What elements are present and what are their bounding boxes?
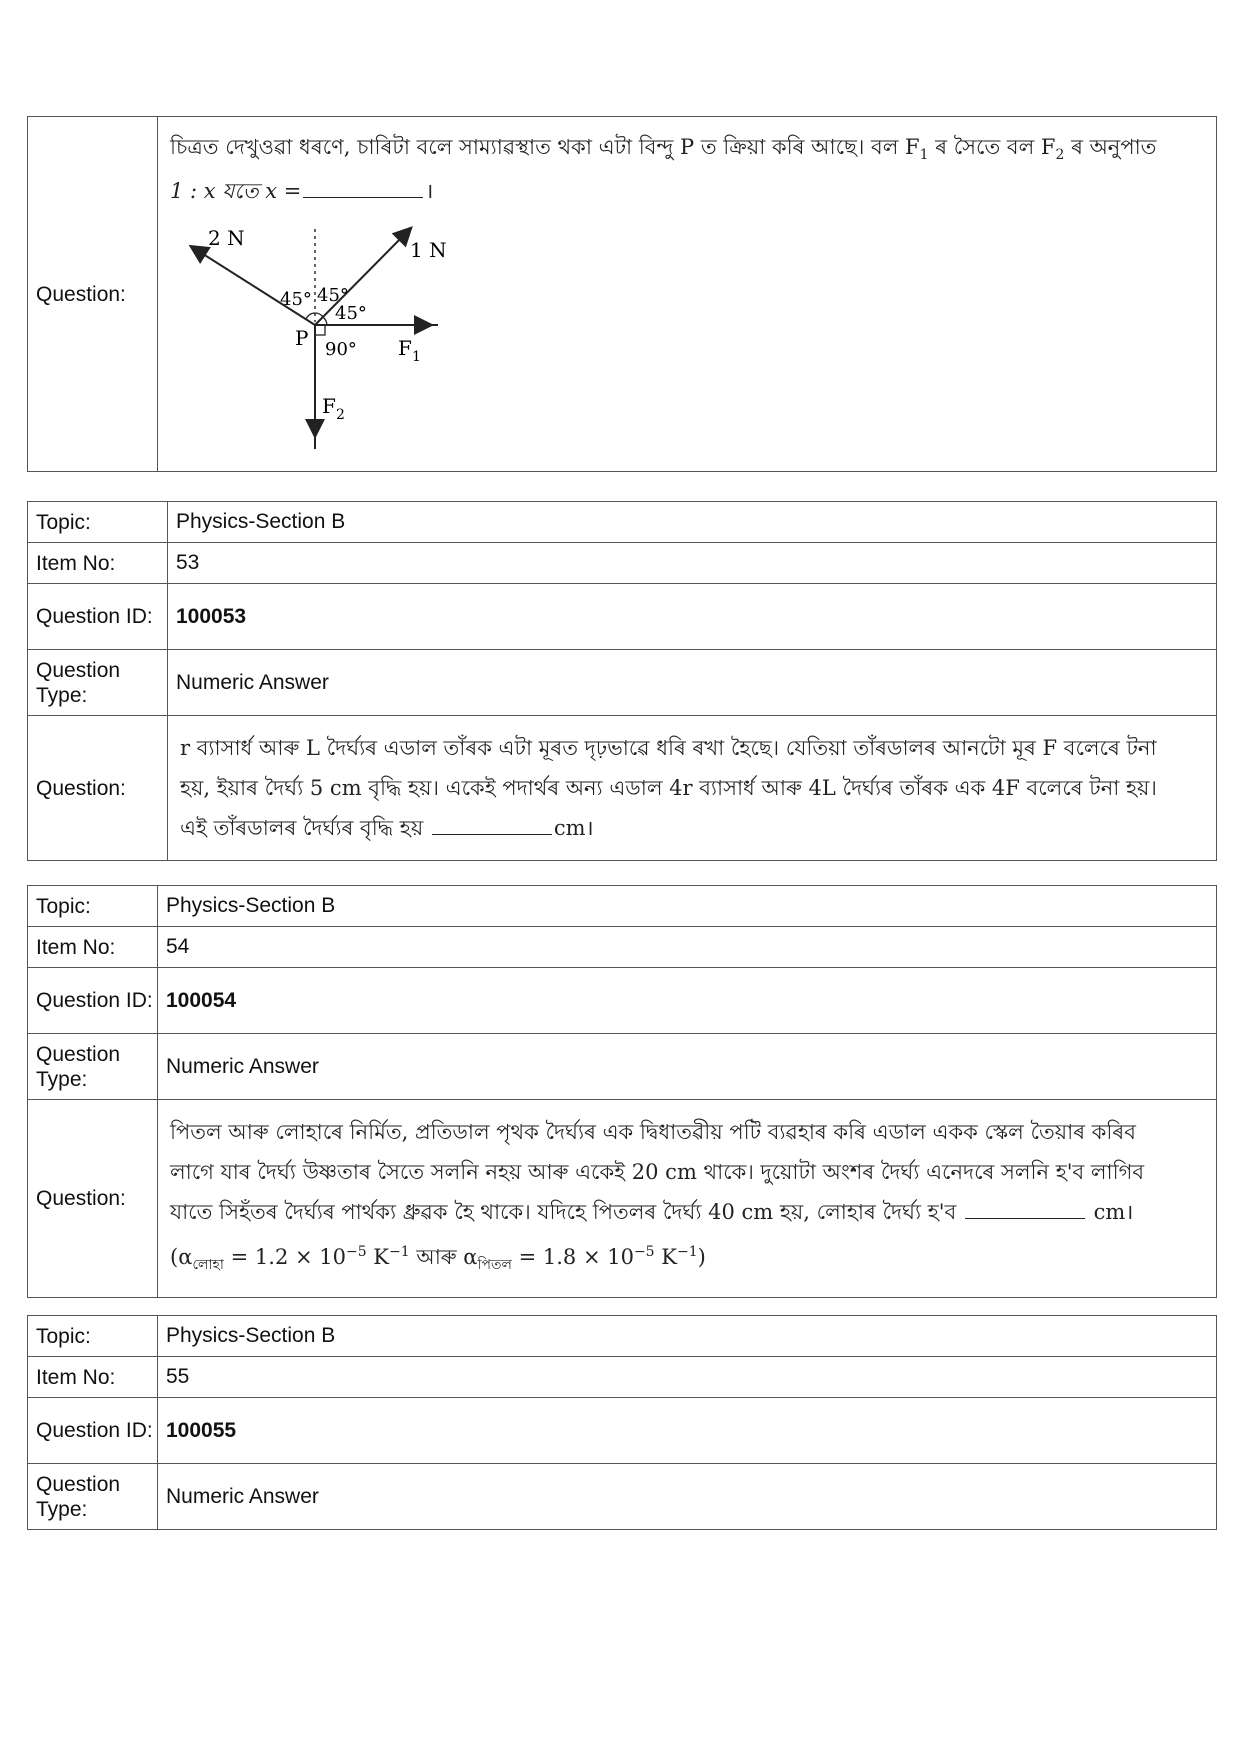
topic-label bbox=[28, 502, 168, 543]
question-type-label-text: Question Type: bbox=[36, 658, 121, 707]
question-label bbox=[28, 716, 168, 861]
q54-formula-b: = 1.2 × 10 bbox=[223, 1245, 346, 1269]
question-id-value-text: 100054 bbox=[166, 988, 237, 1012]
topic-label-text: Topic: bbox=[36, 510, 91, 534]
q54-line2 bbox=[170, 1152, 1204, 1192]
q52-text-a: চিত্ৰত দেখুওৱা ধৰণে, চাৰিটা বলে সাম্যাৱস্থাত থকা এটা বিন্দু P ত ক্ৰিয়া কৰি আছে। বল F bbox=[170, 135, 920, 159]
item-no-label bbox=[28, 1357, 158, 1398]
q52-sub1: 1 bbox=[919, 147, 929, 164]
item-no-value-text: 54 bbox=[166, 935, 190, 958]
label-angle-b: 45° bbox=[317, 285, 349, 307]
topic-value bbox=[168, 502, 1217, 543]
question-type-label bbox=[28, 1034, 158, 1100]
q54-line1 bbox=[170, 1112, 1204, 1152]
q54-formula-e: = 1.8 × 10 bbox=[511, 1245, 634, 1269]
question-label-text: Question: bbox=[36, 776, 126, 800]
q54-formula-exp1: −5 bbox=[345, 1244, 367, 1260]
question-53-table bbox=[27, 501, 1217, 861]
question-type-value bbox=[158, 1464, 1217, 1530]
item-no-label-text: Item No: bbox=[36, 935, 116, 959]
question-52-table bbox=[27, 116, 1217, 472]
topic-value bbox=[158, 1316, 1217, 1357]
question-label bbox=[28, 117, 158, 472]
question-id-label-text: Question ID: bbox=[36, 1419, 153, 1442]
question-type-value-text: Numeric Answer bbox=[166, 1054, 319, 1078]
q53-line2-text: হয়, ইয়াৰ দৈৰ্ঘ্য 5 cm বৃদ্ধি হয়। একেই পদাৰ্থৰ অন্য এডাল 4r ব্যাসাৰ্ধ আৰু 4L দৈৰ্ঘ্যৰ তাঁৰক এক 4F বলেৰে টনা হয়। bbox=[180, 776, 1157, 800]
question-id-label-text: Question ID: bbox=[36, 605, 153, 628]
question-54-table bbox=[27, 885, 1217, 1298]
question-52-line2 bbox=[170, 173, 1204, 209]
q54-line1-text: পিতল আৰু লোহাৰে নিৰ্মিত, প্ৰতিডাল পৃথক দৈৰ্ঘ্যৰ এক দ্বিধাতৱীয় পটি ব্যৱহাৰ কৰি এডাল একক স্কেল তৈয়াৰ কৰিব bbox=[170, 1120, 1136, 1144]
item-no-value-text: 53 bbox=[176, 551, 200, 574]
item-no-label bbox=[28, 543, 168, 584]
label-1n: 1 N bbox=[410, 238, 447, 263]
topic-label bbox=[28, 1316, 158, 1357]
q54-line3 bbox=[170, 1192, 1204, 1232]
label-point-p: P bbox=[295, 326, 309, 351]
q53-line3 bbox=[180, 808, 1204, 848]
question-52-line1 bbox=[170, 129, 1204, 173]
q54-formula-c: K bbox=[366, 1245, 389, 1269]
question-type-label bbox=[28, 1464, 158, 1530]
answer-blank bbox=[965, 1218, 1085, 1219]
topic-label-text: Topic: bbox=[36, 894, 91, 918]
label-angle-a: 45° bbox=[280, 289, 312, 311]
q52-line2-b: । bbox=[425, 179, 434, 204]
label-f1-sub: 1 bbox=[412, 349, 421, 366]
q53-line3-b: cm। bbox=[553, 816, 594, 840]
topic-value-text: Physics-Section B bbox=[166, 1324, 336, 1347]
item-no-label-text: Item No: bbox=[36, 551, 116, 575]
question-label-text: Question: bbox=[36, 1187, 126, 1211]
question-type-value-text: Numeric Answer bbox=[176, 670, 329, 694]
item-no-value-text: 55 bbox=[166, 1365, 190, 1388]
topic-label-text: Topic: bbox=[36, 1324, 91, 1348]
question-id-value-text: 100053 bbox=[176, 604, 247, 628]
angle-arc-right bbox=[315, 313, 323, 317]
q53-line1-text: r ব্যাসাৰ্ধ আৰু L দৈৰ্ঘ্যৰ এডাল তাঁৰক এটা মূৰত দৃঢ়ভাৱে ধৰি ৰখা হৈছে। যেতিয়া তাঁৰডালৰ আনটো মূৰ F বলেৰে টনা bbox=[180, 736, 1157, 760]
answer-blank bbox=[432, 834, 552, 835]
label-f2: F bbox=[322, 394, 336, 419]
q54-formula-exp3: −5 bbox=[633, 1244, 655, 1260]
question-id-value bbox=[158, 968, 1217, 1034]
question-id-value-text: 100055 bbox=[166, 1418, 237, 1442]
q54-formula-d: আৰু α bbox=[409, 1245, 478, 1269]
q54-formula bbox=[170, 1232, 1204, 1285]
question-type-label bbox=[28, 650, 168, 716]
q54-line3-a: যাতে সিহঁতৰ দৈৰ্ঘ্যৰ পাৰ্থক্য ধ্ৰুৱক হৈ থাকে। যদিহে পিতলৰ দৈৰ্ঘ্য 40 cm হয়, লোহাৰ দৈৰ্ঘ্য হ'ব bbox=[170, 1200, 957, 1224]
label-f1: F bbox=[398, 336, 412, 361]
question-id-value bbox=[168, 584, 1217, 650]
question-id-label bbox=[28, 584, 168, 650]
item-no-value bbox=[158, 927, 1217, 968]
q52-text-b: ৰ সৈতে বল F bbox=[928, 135, 1056, 159]
label-angle-c: 45° bbox=[335, 303, 367, 325]
q54-formula-exp2: −1 bbox=[389, 1244, 410, 1260]
q53-line2 bbox=[180, 768, 1204, 808]
question-type-label-text: Question Type: bbox=[36, 1472, 121, 1521]
answer-blank bbox=[303, 197, 423, 198]
item-no-value bbox=[158, 1357, 1217, 1398]
question-label bbox=[28, 1100, 158, 1298]
item-no-label bbox=[28, 927, 158, 968]
topic-value bbox=[158, 886, 1217, 927]
q53-line3-a: এই তাঁৰডালৰ দৈৰ্ঘ্যৰ বৃদ্ধি হয় bbox=[180, 816, 424, 840]
item-no-label-text: Item No: bbox=[36, 1365, 116, 1389]
topic-label bbox=[28, 886, 158, 927]
q54-formula-sub1: লোহা bbox=[192, 1257, 224, 1274]
q52-text-c: ৰ অনুপাত bbox=[1064, 135, 1157, 159]
label-f2-sub: 2 bbox=[336, 407, 345, 424]
question-type-value-text: Numeric Answer bbox=[166, 1484, 319, 1508]
question-label-text: Question: bbox=[36, 282, 126, 306]
q54-formula-f: K bbox=[654, 1245, 677, 1269]
q54-line2-text: লাগে যাৰ দৈৰ্ঘ্য উষ্ণতাৰ সৈতে সলনি নহয় আৰু একেই 20 cm থাকে। দুয়োটা অংশৰ দৈৰ্ঘ্য এনেদৰে সলনি হ'ব লাগিব bbox=[170, 1160, 1145, 1184]
angle-arc-lower bbox=[323, 317, 327, 325]
force-diagram bbox=[170, 217, 470, 457]
question-53-body bbox=[168, 716, 1217, 861]
question-id-label bbox=[28, 968, 158, 1034]
q54-formula-g: ) bbox=[697, 1245, 706, 1269]
q54-formula-exp4: −1 bbox=[676, 1244, 698, 1260]
q53-line1 bbox=[180, 728, 1204, 768]
topic-value-text: Physics-Section B bbox=[176, 510, 346, 533]
label-angle-d: 90° bbox=[325, 339, 357, 361]
question-id-label-text: Question ID: bbox=[36, 989, 153, 1012]
question-54-body bbox=[158, 1100, 1217, 1298]
question-id-label bbox=[28, 1398, 158, 1464]
q52-sub2: 2 bbox=[1055, 147, 1065, 164]
q52-line2-a: 1 : x যতে x = bbox=[170, 179, 302, 204]
question-52-body bbox=[158, 117, 1217, 472]
arrow-2n bbox=[192, 247, 315, 325]
q54-formula-a: (α bbox=[170, 1245, 193, 1269]
question-type-value bbox=[168, 650, 1217, 716]
right-angle-mark bbox=[315, 325, 325, 335]
question-type-label-text: Question Type: bbox=[36, 1042, 121, 1091]
topic-value-text: Physics-Section B bbox=[166, 894, 336, 917]
label-2n: 2 N bbox=[208, 226, 245, 251]
angle-arc-left bbox=[306, 313, 315, 319]
question-type-value bbox=[158, 1034, 1217, 1100]
question-id-value bbox=[158, 1398, 1217, 1464]
q54-line3-b: cm। bbox=[1093, 1200, 1134, 1224]
question-55-table bbox=[27, 1315, 1217, 1530]
item-no-value bbox=[168, 543, 1217, 584]
q54-formula-sub2: পিতল bbox=[477, 1257, 512, 1274]
